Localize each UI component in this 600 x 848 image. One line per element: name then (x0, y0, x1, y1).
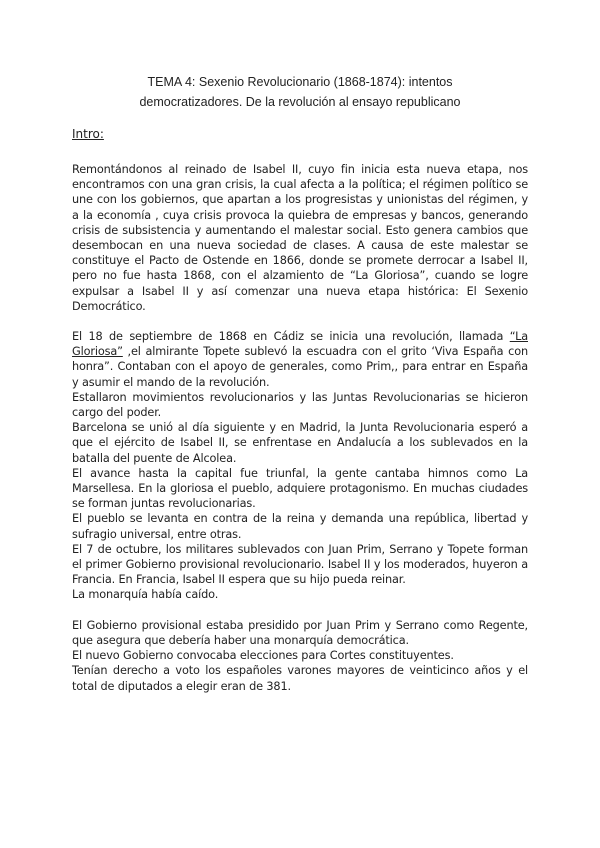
document-title (100, 72, 500, 112)
paragraph-derecho-voto: Tenían derecho a voto los españoles varones mayores de veinticinco años y el total de diputados a elegir eran de 381. (72, 664, 528, 693)
paragraph-pueblo: El pueblo se levanta en contra de la reina y demanda una república, libertad y sufragio universal, entre otras. (72, 512, 528, 541)
paragraph-monarquia: La monarquía había caído. (72, 588, 219, 602)
intro-heading: Intro: (72, 127, 104, 141)
paragraph-la-gloriosa (72, 329, 528, 390)
paragraph-spacer (72, 314, 528, 329)
paragraph-gobierno-provisional: El Gobierno provisional estaba presidido por Juan Prim y Serrano como Regente, que asegura que debería haber una monarquía democrática. (72, 618, 528, 647)
title-line-1: TEMA 4: Sexenio Revolucionario (1868-1874): intentos (147, 75, 453, 89)
document-body (72, 162, 528, 694)
title-line-2: democratizadores. De la revolución al ensayo republicano (139, 95, 461, 109)
la-gloriosa-underlined: “La Gloriosa” (72, 330, 528, 359)
paragraph-avance: El avance hasta la capital fue triunfal, la gente cantaba himnos como La Marsellesa. En la gloriosa el pueblo, adquiere protagonismo. En muchas ciudades se forman juntas revolucionarias. (72, 466, 528, 511)
paragraph-spacer (72, 603, 528, 618)
paragraph-text: El 18 de septiembre de 1868 en Cádiz se inicia una revolución, llamada (72, 330, 510, 344)
paragraph-7-octubre: El 7 de octubre, los militares sublevados con Juan Prim, Serrano y Topete forman el primer Gobierno provisional revolucionario. Isabel II y los moderados, huyeron a Francia. En Francia, Isabel II espera que su hijo pueda reinar. (72, 542, 528, 587)
paragraph-movimientos: Estallaron movimientos revolucionarios y las Juntas Revolucionarias se hicieron cargo del poder. (72, 390, 528, 420)
paragraph-text: ,el almirante Topete sublevó la escuadra con el grito ‘Viva España con honra”. Contaban con el apoyo de generales, como Prim,, para entrar en España y asumir el mando de la revolución. (72, 345, 528, 389)
paragraph-reinado-isabel: Remontándonos al reinado de Isabel II, cuyo fin inicia esta nueva etapa, nos encontramos con una gran crisis, la cual afecta a la política; el régimen político se une con los gobiernos, que apartan a los progresistas y unionistas del régimen, y a la economía , cuya crisis provoca la quiebra de empresas y bancos, generando crisis de subsistencia y aumentando el malestar social. Esto genera cambios que desembocan en una nueva sociedad de clases. A causa de este malestar se constituye el Pacto de Ostende en 1866, donde se promete derrocar a Isabel II, pero no fue hasta 1868, con el alzamiento de “La Gloriosa”, cuando se logre expulsar a Isabel II y así comenzar una nueva etapa histórica: El Sexenio Democrático. (72, 163, 528, 313)
paragraph-barcelona: Barcelona se unió al día siguiente y en Madrid, la Junta Revolucionaria esperó a que el ejército de Isabel II, se enfrentase en Andalucía a los sublevados en la batalla del puente de Alcolea. (72, 421, 528, 465)
paragraph-elecciones: El nuevo Gobierno convocaba elecciones para Cortes constituyentes. (72, 649, 454, 663)
